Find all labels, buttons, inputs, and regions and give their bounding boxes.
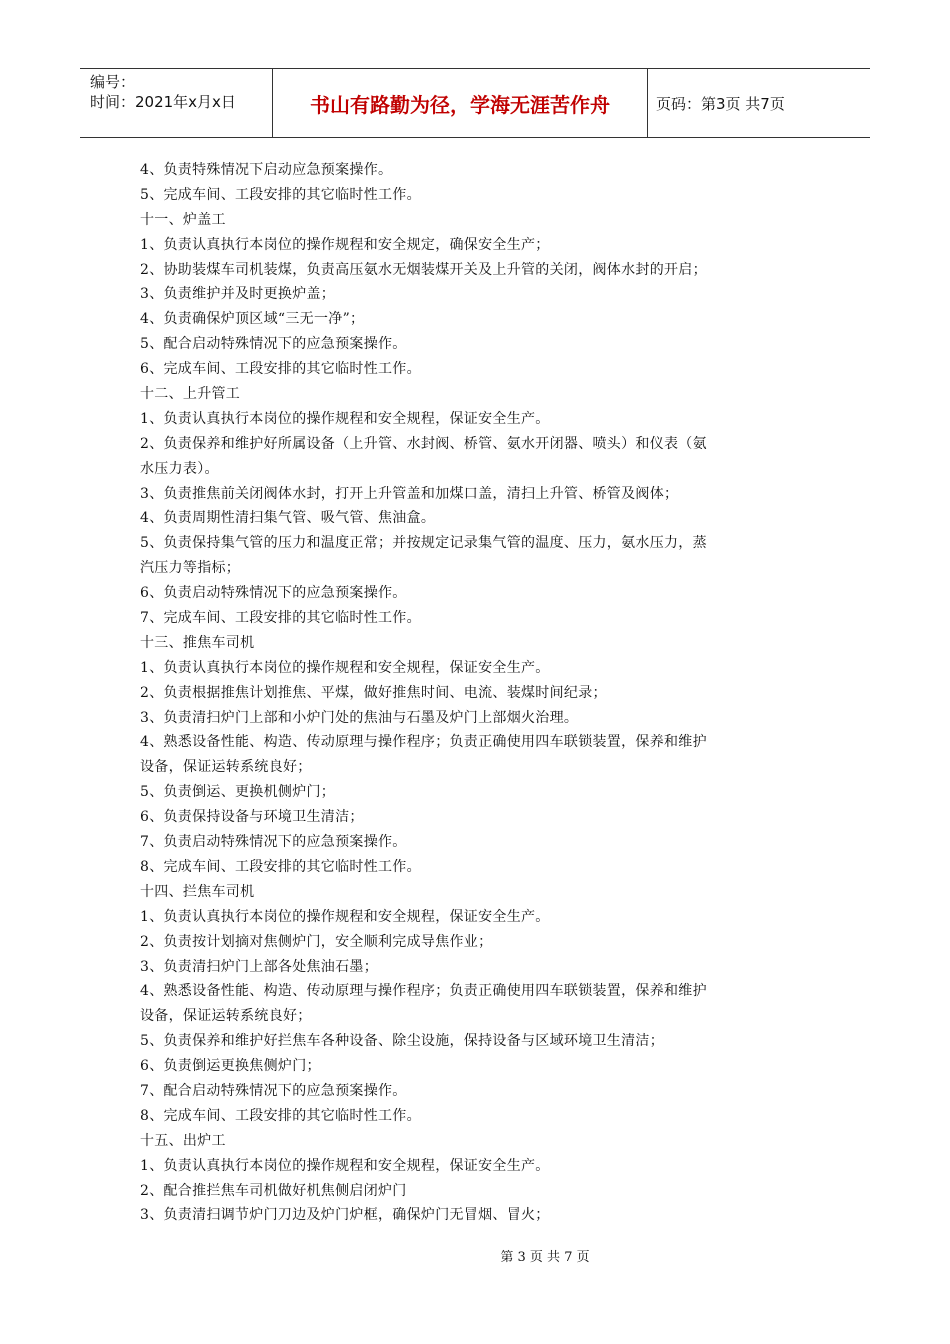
document-body	[140, 158, 812, 1228]
text-line: 4、负责周期性清扫集气管、吸气管、焦油盒。	[140, 510, 436, 527]
text-line: 2、负责按计划摘对焦侧炉门，安全顺利完成导焦作业；	[140, 933, 493, 950]
text-line: 十三、推焦车司机	[140, 634, 255, 651]
text-line: 2、协助装煤车司机装煤，负责高压氨水无烟装煤开关及上升管的关闭，阀体水封的开启；	[140, 261, 707, 278]
text-line: 1、负责认真执行本岗位的操作规程和安全规程，保证安全生产。	[140, 908, 550, 925]
text-line: 5、负责倒运、更换机侧炉门；	[140, 784, 336, 801]
text-line: 7、配合启动特殊情况下的应急预案操作。	[140, 1082, 407, 1099]
text-line: 1、负责认真执行本岗位的操作规程和安全规程，保证安全生产。	[140, 410, 550, 427]
text-line: 4、负责特殊情况下启动应急预案操作。	[140, 162, 393, 178]
text-line: 1、负责认真执行本岗位的操作规程和安全规程，保证安全生产。	[140, 659, 550, 676]
text-line: 4、负责确保炉顶区域“三无一净”；	[140, 311, 365, 328]
text-line: 7、负责启动特殊情况下的应急预案操作。	[140, 834, 407, 851]
text-line: 设备，保证运转系统良好；	[140, 759, 312, 776]
text-line: 3、负责清扫炉门上部和小炉门处的焦油与石墨及炉门上部烟火治理。	[140, 709, 579, 726]
header-meta	[80, 69, 273, 137]
text-line: 水压力表）。	[140, 460, 219, 477]
text-line: 十五、出炉工	[140, 1132, 226, 1149]
page-footer: 第 3 页 共 7 页	[500, 1250, 590, 1265]
text-line: 5、完成车间、工段安排的其它临时性工作。	[140, 186, 421, 203]
text-line: 4、熟悉设备性能、构造、传动原理与操作程序；负责正确使用四车联锁装置，保养和维护	[140, 734, 707, 751]
text-line: 设备，保证运转系统良好；	[140, 1008, 312, 1025]
text-line: 8、完成车间、工段安排的其它临时性工作。	[140, 1107, 421, 1124]
header-motto: 书山有路勤为径，学海无涯苦作舟	[273, 69, 648, 137]
text-line: 6、负责保持设备与环境卫生清洁；	[140, 809, 364, 826]
page-header	[80, 68, 870, 138]
text-line: 5、负责保养和维护好拦焦车各种设备、除尘设施，保持设备与区域环境卫生清洁；	[140, 1033, 665, 1050]
date-label: 时间：2021年x月x日	[90, 93, 236, 111]
text-line: 6、完成车间、工段安排的其它临时性工作。	[140, 361, 421, 378]
text-line: 3、负责清扫炉门上部各处焦油石墨；	[140, 958, 379, 975]
text-line: 3、负责清扫调节炉门刀边及炉门炉框，确保炉门无冒烟、冒火；	[140, 1207, 550, 1224]
text-line: 6、负责倒运更换焦侧炉门；	[140, 1058, 321, 1075]
text-line: 十一、炉盖工	[140, 211, 226, 228]
number-label: 编号：	[90, 73, 136, 91]
text-line: 十四、拦焦车司机	[140, 883, 255, 900]
text-line: 1、负责认真执行本岗位的操作规程和安全规定，确保安全生产；	[140, 236, 550, 253]
text-line: 十二、上升管工	[140, 386, 241, 403]
text-line: 2、配合推拦焦车司机做好机焦侧启闭炉门	[140, 1182, 407, 1199]
text-line: 3、负责维护并及时更换炉盖；	[140, 286, 336, 303]
text-line: 5、配合启动特殊情况下的应急预案操作。	[140, 336, 407, 353]
text-line: 5、负责保持集气管的压力和温度正常；并按规定记录集气管的温度、压力，氨水压力，蒸	[140, 535, 707, 552]
text-line: 4、熟悉设备性能、构造、传动原理与操作程序；负责正确使用四车联锁装置，保养和维护	[140, 983, 707, 1000]
text-line: 8、完成车间、工段安排的其它临时性工作。	[140, 858, 421, 875]
text-line: 2、负责保养和维护好所属设备（上升管、水封阀、桥管、氨水开闭器、喷头）和仪表（氨	[140, 435, 707, 452]
text-line: 7、完成车间、工段安排的其它临时性工作。	[140, 610, 421, 627]
text-line: 3、负责推焦前关闭阀体水封，打开上升管盖和加煤口盖，清扫上升管、桥管及阀体；	[140, 485, 679, 502]
text-line: 6、负责启动特殊情况下的应急预案操作。	[140, 585, 407, 602]
text-line: 汽压力等指标；	[140, 560, 241, 577]
text-line: 2、负责根据推焦计划推焦、平煤，做好推焦时间、电流、装煤时间纪录；	[140, 684, 607, 701]
text-line: 1、负责认真执行本岗位的操作规程和安全规程，保证安全生产。	[140, 1157, 550, 1174]
header-page-info: 页码：第3页 共7页	[656, 94, 785, 113]
